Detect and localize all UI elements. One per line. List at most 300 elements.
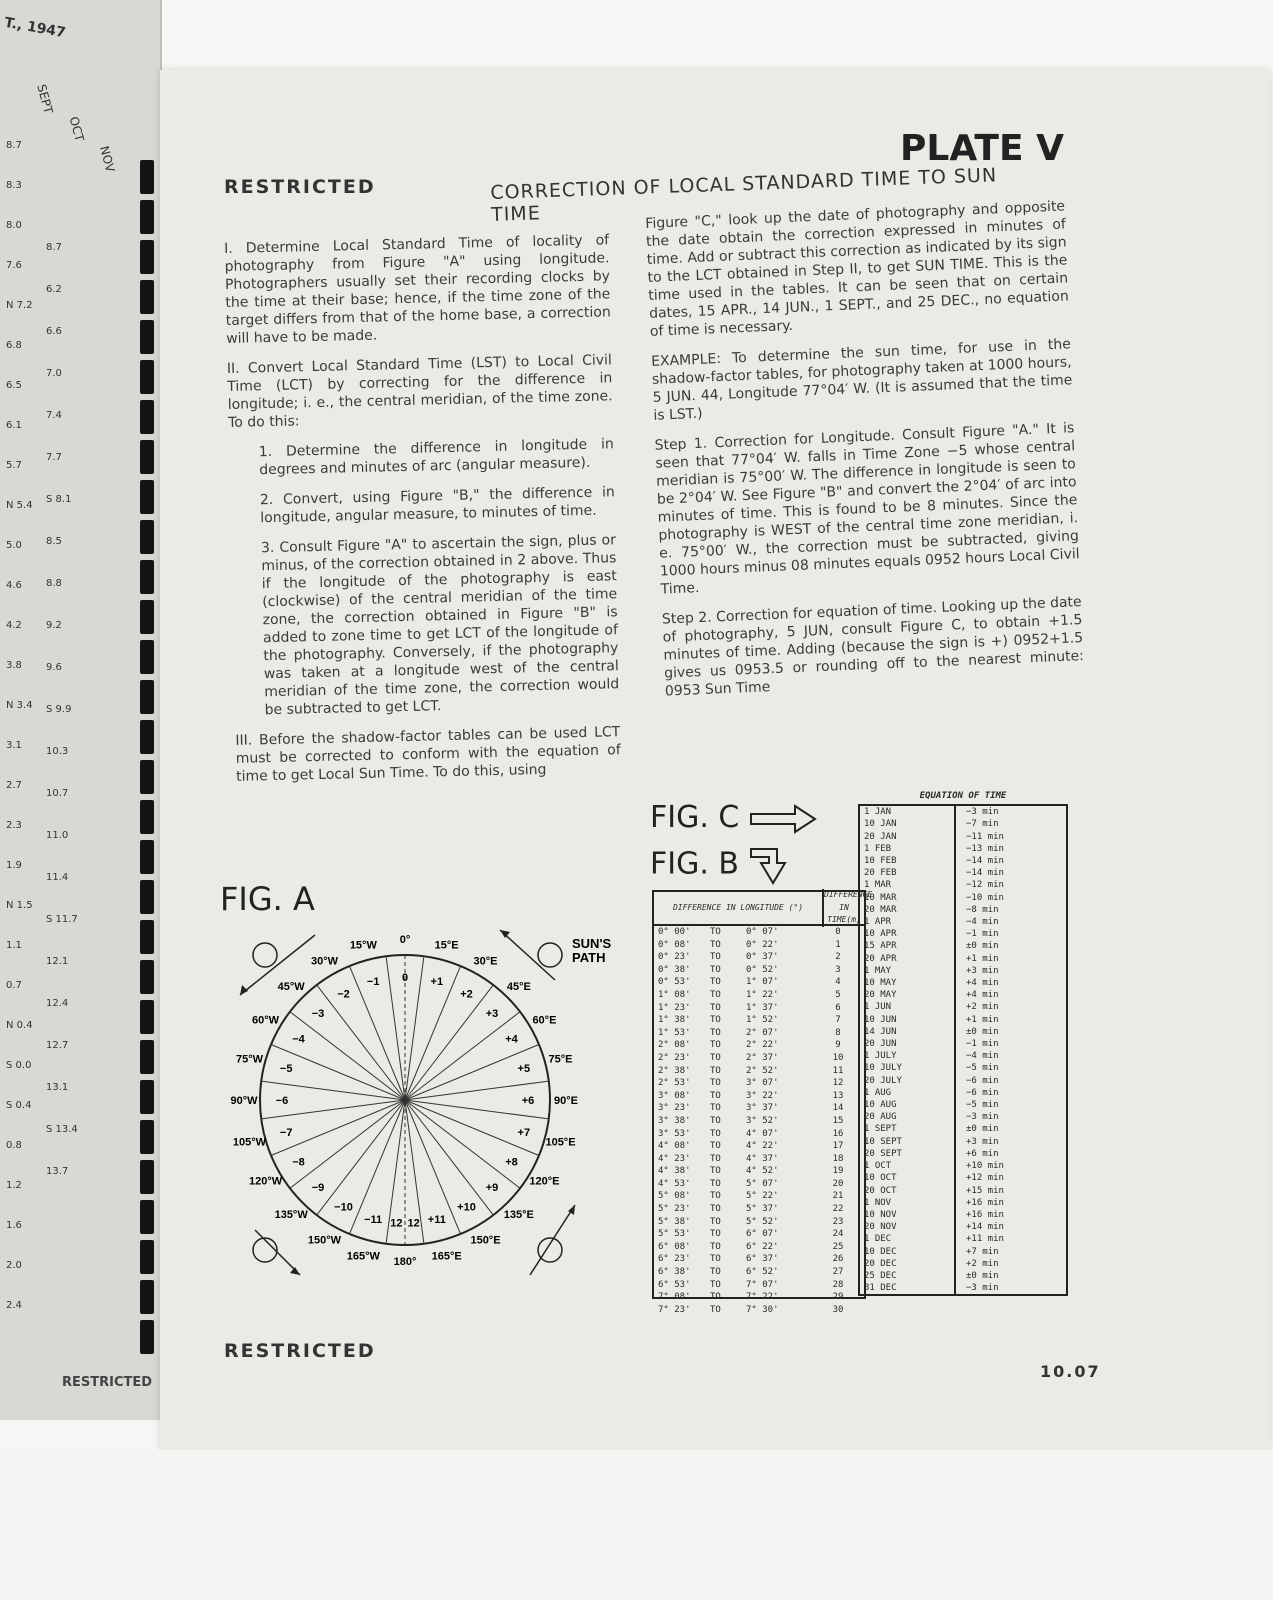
longitude-range [658,1266,818,1279]
time-difference: 4 [835,977,841,988]
equation-date: 10 APR [864,929,897,940]
left-page-value: S 13.4 [46,1124,78,1135]
longitude-range [658,1253,818,1266]
time-difference: 7 [835,1015,841,1026]
time-zone-label: −3 [311,1008,325,1021]
range-bound: 5° 23' [658,1204,691,1215]
time-zone-label: +10 [457,1201,476,1214]
equation-date: 10 NOV [864,1209,897,1220]
binding-ring [140,1000,154,1034]
range-bound: 0° 38' [658,964,691,975]
example-paragraph: EXAMPLE: To determine the sun time, for use in the shadow-factor tables, for photography taken at 1000 hours, 5 JUN. 44, Longitude 77°04′ W. (It is assumed that the time is LST.) [650,336,1073,424]
time-zone-label: +8 [505,1156,518,1169]
equation-date: 20 NOV [864,1222,897,1233]
range-to: TO [710,1141,721,1152]
paragraph-i: I. Determine Local Standard Time of locality of photography from Figure "A" using longitude. Photographers usually set their recording clocks by the time at their base; hence, if the time zone of the target differs from that of the home base, a correction will have to be made. [224,232,611,347]
range-bound: 4° 37' [746,1153,779,1164]
range-bound: 3° 53' [658,1128,691,1139]
range-to: TO [710,1078,721,1089]
paragraph-figure-c: Figure "C," look up the date of photography and opposite the date obtain the correction expressed in minutes of time. Add or subtract this correction as indicated by its sign to the LCT obtained in Step II, to get SUN TIME. This is the time used in the tables. It can be seen that on certain dates, 15 APR., 14 JUN., 1 SEPT., and 25 DEC., no equation of time is necessary. [645,198,1070,340]
range-bound: 7° 07' [746,1279,779,1290]
equation-value: +3 min [966,965,999,976]
equation-date: 1 APR [864,917,892,928]
range-to: TO [710,1166,721,1177]
longitude-label: 15°W [349,939,377,952]
range-bound: 0° 22' [746,939,779,950]
range-to: TO [710,1267,721,1278]
left-page-month-oct: OCT [66,115,87,143]
left-page-value: 6.5 [6,380,22,391]
table-row [654,951,864,964]
left-page-value: 0.8 [6,1140,22,1151]
range-bound: 5° 08' [658,1191,691,1202]
table-row [654,1165,864,1178]
binding-ring [140,1320,154,1354]
fig-b-col-header-longitude: DIFFERENCE IN LONGITUDE (°) [672,902,804,912]
left-page-month-nov: NOV [97,144,118,174]
table-surface [0,1450,1273,1600]
fig-c-label [650,800,819,836]
equation-date: 20 FEB [864,868,897,879]
equation-value: −3 min [966,807,999,818]
time-zone-label: −2 [337,988,350,1001]
equation-date: 10 FEB [864,856,897,867]
binding-ring [140,800,154,834]
time-difference: 16 [832,1128,844,1139]
binding-ring [140,520,154,554]
time-zone-label: +6 [521,1095,535,1107]
equation-date: 15 APR [864,941,897,952]
equation-value: ±0 min [966,941,999,952]
longitude-label: 75°E [548,1053,573,1066]
range-bound: 7° 22' [746,1292,779,1303]
left-page-value: 9.2 [46,620,62,631]
longitude-range [658,1216,818,1229]
equation-date: 10 MAY [864,978,897,989]
left-page-value: 5.7 [6,460,22,471]
time-difference: 29 [832,1292,844,1303]
range-to: TO [710,1103,721,1114]
time-zone-label: −4 [292,1033,305,1046]
sun-path-arrow [255,1230,300,1275]
range-bound: 5° 52' [746,1216,779,1227]
equation-value: +12 min [966,1173,1004,1184]
longitude-range [658,1228,818,1241]
left-page-value: 10.3 [46,746,69,757]
left-page-value: S 11.7 [46,914,78,925]
left-page-value: S 9.9 [46,704,72,715]
table-row [654,1190,864,1203]
range-bound: 6° 22' [746,1241,779,1252]
longitude-label: 75°W [235,1053,264,1066]
range-bound: 1° 23' [658,1002,691,1013]
left-page-value: 8.0 [6,220,22,231]
step-1-paragraph: Step 1. Correction for Longitude. Consult Figure "A." It is seen that 77°04′ W. falls in Time Zone −5 whose central meridian is 75°00′ W. The difference in longitude is seen to be 2°04′ W. See Figure "B" and convert the 2°04′ of arc into minutes of time. This is found to be 8 minutes. Since the photography is WEST of the central time zone meridian, i. e. 75°00′ W., the correction must be subtracted, giving 1000 hours minus 08 minutes equals 0952 hours Local Civil Time. [654,420,1080,598]
equation-value: −4 min [966,1051,999,1062]
equation-date: 1 MAY [864,965,892,976]
range-bound: 2° 38' [658,1065,691,1076]
left-page-value: S 0.0 [6,1060,32,1071]
longitude-range [658,1102,818,1115]
time-difference: 10 [832,1052,844,1063]
longitude-range [658,1077,818,1090]
longitude-label: 180° [393,1256,417,1268]
table-row [654,1140,864,1153]
binding-ring [140,200,154,234]
table-row [654,989,864,1002]
table-row [654,1228,864,1241]
longitude-label: 45°W [277,981,305,994]
equation-date: 20 MAR [864,904,897,915]
restricted-header: RESTRICTED [224,176,376,198]
longitude-label: 90°E [554,1095,578,1107]
equation-value: −13 min [966,843,1004,854]
longitude-label: 165°W [346,1250,380,1263]
longitude-range [658,1304,818,1317]
range-to: TO [710,1128,721,1139]
range-bound: 4° 22' [746,1141,779,1152]
equation-date: 1 JULY [864,1051,897,1062]
fig-a-label: FIG. A [220,880,315,918]
longitude-range [658,1014,818,1027]
range-bound: 7° 30' [746,1304,779,1315]
range-to: TO [710,1191,721,1202]
fig-b-table [652,890,873,1315]
left-page-value: 8.3 [6,180,22,191]
range-bound: 3° 07' [746,1078,779,1089]
equation-value: −14 min [966,856,1004,867]
equation-value: +4 min [966,978,999,989]
equation-date: 14 JUN [864,1026,897,1037]
equation-date: 20 DEC [864,1258,897,1269]
equation-value: ±0 min [966,1270,999,1281]
left-facing-page [0,0,162,1420]
left-page-value: N 5.4 [6,500,33,511]
equation-value: −5 min [966,1100,999,1111]
equation-date: 1 FEB [864,843,892,854]
table-row [654,1102,864,1115]
time-difference: 3 [835,964,841,975]
range-bound: 0° 08' [658,939,691,950]
equation-date: 10 DEC [864,1246,897,1257]
range-to: TO [710,989,721,1000]
equation-date: 1 SEPT [864,1124,897,1135]
table-row [654,1291,864,1304]
range-bound: 0° 23' [658,952,691,963]
range-bound: 1° 22' [746,989,779,1000]
left-page-value: 4.2 [6,620,22,631]
range-to: TO [710,1090,721,1101]
equation-value: +15 min [966,1185,1004,1196]
time-zone-label: +5 [517,1063,531,1076]
time-zone-label: −9 [311,1181,325,1194]
table-row [654,976,864,989]
table-row [654,939,864,952]
binding-ring [140,600,154,634]
time-difference: 17 [832,1141,844,1152]
equation-date: 10 AUG [864,1100,897,1111]
range-to: TO [710,1027,721,1038]
range-bound: 3° 38' [658,1115,691,1126]
range-to: TO [710,1304,721,1315]
longitude-range [658,1279,818,1292]
binding-ring [140,440,154,474]
table-row [654,1115,864,1128]
binding-ring [140,960,154,994]
down-arrow-icon [749,843,799,887]
longitude-range [658,926,818,939]
range-bound: 2° 22' [746,1040,779,1051]
left-page-value: 13.7 [46,1166,69,1177]
equation-value: +1 min [966,1014,999,1025]
range-bound: 0° 07' [746,927,779,937]
binding-ring [140,1080,154,1114]
left-page-value: 3.1 [6,740,22,751]
equation-value: +4 min [966,990,999,1001]
time-zone-label: −1 [366,976,380,989]
range-bound: 4° 08' [658,1141,691,1152]
longitude-range [658,1178,818,1191]
equation-value: −14 min [966,868,1004,879]
left-page-header: T., 1947 [3,14,67,42]
fig-a-diagram [210,920,630,1304]
equation-value: +3 min [966,1136,999,1147]
step-2: 2. Convert, using Figure "B," the difference in longitude, angular measure, to minutes of time. [259,484,616,527]
longitude-range [658,976,818,989]
equation-value: +2 min [966,1002,999,1013]
longitude-label: 135°W [274,1208,308,1221]
equation-value: −6 min [966,1075,999,1086]
spiral-binding [140,160,156,1370]
longitude-range [658,1039,818,1052]
range-to: TO [710,1178,721,1189]
equation-value: +11 min [966,1234,1004,1245]
longitude-label: 60°W [252,1014,280,1027]
binding-ring [140,1040,154,1074]
time-difference: 23 [832,1216,844,1227]
range-bound: 3° 08' [658,1090,691,1101]
equation-value: ±0 min [966,1124,999,1135]
range-bound: 1° 08' [658,989,691,1000]
table-row [654,1304,864,1317]
equation-value: −1 min [966,1039,999,1050]
equation-value: +14 min [966,1222,1004,1233]
equation-date: 25 DEC [864,1270,897,1281]
time-difference: 14 [832,1103,844,1114]
range-to: TO [710,927,721,937]
longitude-range [658,1241,818,1254]
longitude-range [658,1203,818,1216]
range-bound: 5° 22' [746,1191,779,1202]
range-bound: 5° 07' [746,1178,779,1189]
equation-value: −4 min [966,917,999,928]
fig-c-header: EQUATION OF TIME [919,791,1007,801]
equation-value: −7 min [966,819,999,830]
left-page-value: 1.2 [6,1180,22,1191]
equation-date: 10 JULY [864,1063,902,1074]
longitude-range [658,1291,818,1304]
equation-date: 20 OCT [864,1185,897,1196]
range-bound: 1° 38' [658,1015,691,1026]
range-to: TO [710,964,721,975]
range-to: TO [710,1115,721,1126]
right-arrow-icon [749,802,819,836]
fig-b-rows [654,926,864,1316]
left-page-value: 11.4 [46,872,69,883]
time-difference: 0 [835,927,841,937]
longitude-range [658,1090,818,1103]
left-page-value: N 0.4 [6,1020,33,1031]
table-row [654,1002,864,1015]
range-to: TO [710,939,721,950]
fig-c-dates [860,806,956,1294]
time-zone-label: −7 [279,1126,293,1139]
longitude-label: 105°W [232,1136,267,1149]
equation-date: 1 MAR [864,880,892,891]
equation-date: 20 SEPT [864,1148,902,1159]
equation-date: 20 JULY [864,1075,902,1086]
binding-ring [140,560,154,594]
range-bound: 0° 53' [658,977,691,988]
step-3: 3. Consult Figure "A" to ascertain the sign, plus or minus, of the correction obtained in 2 above. Thus if the longitude of the photography is east (clockwise) of the central meridian of the time zone, the correction obtained in Figure "B" is added to zone time to get LCT of the longitude of the photography. Conversely, if the photography was taken at a longitude west of the central meridian of the time zone, the correction would be subtracted to get LCT. [260,532,620,719]
longitude-range [658,1002,818,1015]
time-difference: 13 [832,1090,844,1101]
equation-value: −3 min [966,1283,999,1294]
left-page-value: 9.6 [46,662,62,673]
time-difference: 20 [832,1178,844,1189]
page-title: CORRECTION OF LOCAL STANDARD TIME TO SUN TIME [490,164,998,226]
time-difference: 15 [832,1115,844,1126]
range-to: TO [710,1279,721,1290]
range-bound: 7° 08' [658,1292,691,1303]
table-row [654,1039,864,1052]
left-page-value: 4.6 [6,580,22,591]
equation-value: −1 min [966,929,999,940]
left-page-value: 12.4 [46,998,69,1009]
longitude-range [658,939,818,952]
longitude-range [658,1065,818,1078]
longitude-range [658,1165,818,1178]
equation-value: −12 min [966,880,1004,891]
range-bound: 2° 53' [658,1078,691,1089]
binding-ring [140,400,154,434]
range-bound: 6° 07' [746,1229,779,1240]
step-2-paragraph: Step 2. Correction for equation of time. Looking up the date of photography, 5 JUN, consult Figure C, to obtain +1.5 minutes of time. Adding (because the sign is +) 0952+1.5 gives us 0953.5 or rounding off to the nearest minute: 0953 Sun Time [661,594,1085,700]
range-bound: 2° 07' [746,1027,779,1038]
equation-value: −5 min [966,1063,999,1074]
table-row [654,964,864,977]
range-to: TO [710,952,721,963]
range-to: TO [710,1040,721,1051]
range-to: TO [710,1002,721,1013]
time-difference: 8 [835,1027,841,1038]
left-page-value: N 1.5 [6,900,33,911]
binding-ring [140,280,154,314]
table-row [654,1178,864,1191]
paragraph-ii: II. Convert Local Standard Time (LST) to Local Civil Time (LCT) by correcting for the difference in longitude; i. e., the central meridian, of the time zone. To do this: [226,352,613,431]
time-difference: 12 [832,1078,844,1089]
table-row [654,1241,864,1254]
binding-ring [140,920,154,954]
equation-date: 1 JUN [864,1002,892,1013]
range-bound: 3° 23' [658,1103,691,1114]
range-bound: 4° 53' [658,1178,691,1189]
left-page-value: N 3.4 [6,700,33,711]
left-page-value: 8.8 [46,578,62,589]
equation-date: 10 JUN [864,1014,897,1025]
restricted-footer: RESTRICTED [224,1340,376,1362]
time-difference: 27 [832,1267,844,1278]
time-zone-label: 0 [401,972,409,984]
longitude-label: 30°E [473,955,498,968]
binding-ring [140,1280,154,1314]
right-text-column [645,197,1085,712]
equation-value: +16 min [966,1209,1004,1220]
fig-c-table [858,790,1068,1294]
left-text-column [224,231,622,798]
left-page-value: 2.0 [6,1260,22,1271]
time-zone-label: 12 [407,1217,420,1230]
longitude-label: 105°E [545,1136,576,1149]
range-bound: 6° 53' [658,1279,691,1290]
time-zone-label: −10 [334,1201,353,1214]
time-difference: 9 [835,1040,841,1051]
time-zone-label: 12 [390,1217,403,1230]
longitude-range [658,1052,818,1065]
longitude-range [658,1140,818,1153]
range-bound: 1° 37' [746,1002,779,1013]
binding-ring [140,1200,154,1234]
time-zone-label: +4 [505,1033,518,1046]
range-to: TO [710,1065,721,1076]
range-bound: 4° 23' [658,1153,691,1164]
longitude-label: 150°W [307,1234,342,1247]
range-bound: 5° 53' [658,1229,691,1240]
longitude-label: 120°E [529,1175,560,1188]
equation-value: −8 min [966,904,999,915]
range-to: TO [710,1153,721,1164]
fig-c-box [858,804,1068,1296]
time-zone-label: −11 [364,1213,383,1226]
equation-date: 1 OCT [864,1161,892,1172]
left-page-value: 6.8 [6,340,22,351]
range-to: TO [710,1229,721,1240]
equation-value: +1 min [966,953,999,964]
range-bound: 4° 07' [746,1128,779,1139]
range-to: TO [710,1052,721,1063]
time-zone-label: −5 [279,1063,293,1076]
range-bound: 1° 52' [746,1015,779,1026]
range-bound: 2° 08' [658,1040,691,1051]
left-page-value: 7.0 [46,368,62,379]
range-to: TO [710,977,721,988]
table-row [654,1253,864,1266]
sun-path-arrow [500,930,555,980]
range-bound: 3° 37' [746,1103,779,1114]
table-row [654,1203,864,1216]
time-zone-label: +11 [427,1213,446,1226]
equation-value: +2 min [966,1258,999,1269]
left-page-value: 10.7 [46,788,69,799]
time-difference: 2 [835,952,841,963]
longitude-range [658,951,818,964]
left-page-value: 6.2 [46,284,62,295]
longitude-label: 0° [399,934,411,946]
table-row [654,1052,864,1065]
binding-ring [140,840,154,874]
range-bound: 3° 22' [746,1090,779,1101]
longitude-range [658,1153,818,1166]
